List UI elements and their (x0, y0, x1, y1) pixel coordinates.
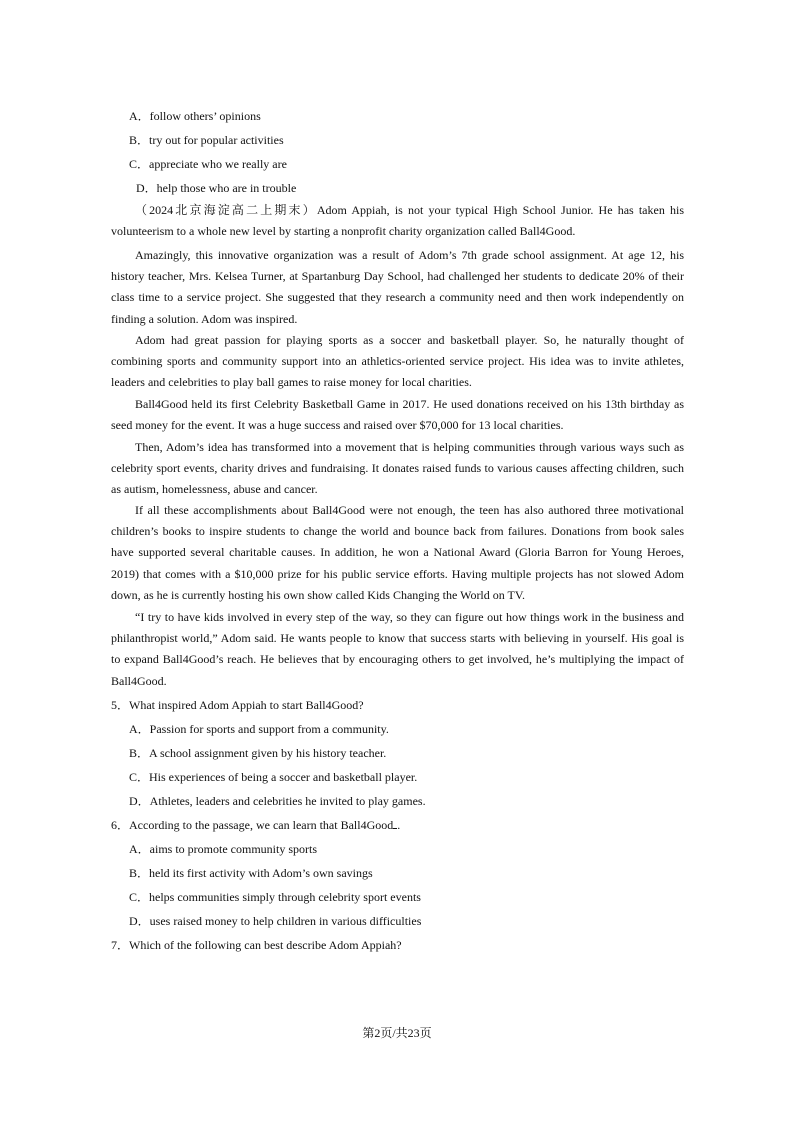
q6-option-c: C．helps communities simply through celebrity sport events (129, 890, 421, 904)
passage-paragraph-3: Adom had great passion for playing sports as a soccer and basketball player. So, he naturally thought of combining sports and community support into an athletics-oriented service project. His idea was to invite athletes, leaders and celebrities to play ball games to raise money for local charities. (111, 333, 684, 390)
passage-paragraph-6: If all these accomplishments about Ball4Good were not enough, the teen has also authored three motivational children’s books to inspire students to change the world and bounce back from failures. Donations from book sales have supported several charitable causes. In addition, he won a National Award (Gloria Barron for Young Heroes, 2019) that comes with a $10,000 prize for his public service efforts. Having multiple projects has not slowed Adom down, as he is currently hosting his own show called Kids Changing the World on TV. (111, 503, 684, 602)
q5-option-a: A．Passion for sports and support from a community. (129, 722, 389, 736)
passage-paragraph-4: Ball4Good held its first Celebrity Basketball Game in 2017. He used donations received on his 13th birthday as seed money for the event. It was a huge success and raised over $70,000 for 13 local charities. (111, 397, 684, 433)
q6-option-b: B．held its first activity with Adom’s own savings (129, 866, 373, 880)
passage-paragraph-5: Then, Adom’s idea has transformed into a movement that is helping communities through various ways such as celebrity sport events, charity drives and fundraising. It donates raised funds to various causes affecting children, such as autism, homelessness, abuse and cancer. (111, 440, 684, 497)
question-6-stem-end: . (397, 818, 401, 832)
passage-paragraph-1: （2024北京海淀高二上期末）Adom Appiah, is not your typical High School Junior. He has taken his volunteerism to a whole new level by starting a nonprofit charity organization called Ball4Good. (111, 203, 684, 239)
q6-option-d: D．uses raised money to help children in various difficulties (129, 914, 422, 928)
prev-option-d: D．help those who are in trouble (136, 181, 297, 195)
q6-option-a: A．aims to promote community sports (129, 842, 317, 856)
prev-option-c: C．appreciate who we really are (129, 157, 287, 171)
question-5-stem: 5．What inspired Adom Appiah to start Ball4Good? (111, 698, 364, 712)
question-7-stem: 7．Which of the following can best describe Adom Appiah? (111, 938, 402, 952)
passage-paragraph-7: “I try to have kids involved in every step of the way, so they can figure out how things work in the business and philanthropist world,” Adom said. He wants people to know that success starts with believing in yourself. His goal is to expand Ball4Good’s reach. He believes that by encouraging others to get involved, he’s multiplying the impact of Ball4Good. (111, 610, 684, 688)
q5-option-b: B．A school assignment given by his history teacher. (129, 746, 387, 760)
passage-paragraph-2: Amazingly, this innovative organization was a result of Adom’s 7th grade school assignment. At age 12, his history teacher, Mrs. Kelsea Turner, at Spartanburg Day School, had challenged her students to dedicate 20% of their class time to a service project. She suggested that they research a community need and then work independently on finding a solution. Adom was inspired. (111, 248, 684, 326)
question-6-stem-text: 6．According to the passage, we can learn that Ball4Good (111, 818, 394, 832)
q5-option-d: D．Athletes, leaders and celebrities he invited to play games. (129, 794, 426, 808)
prev-option-b: B．try out for popular activities (129, 133, 284, 147)
prev-option-a: A．follow others’ opinions (129, 109, 261, 123)
q5-option-c: C．His experiences of being a soccer and basketball player. (129, 770, 418, 784)
page-number-footer: 第2页/共23页 (362, 1026, 432, 1040)
question-6-stem (111, 818, 400, 832)
